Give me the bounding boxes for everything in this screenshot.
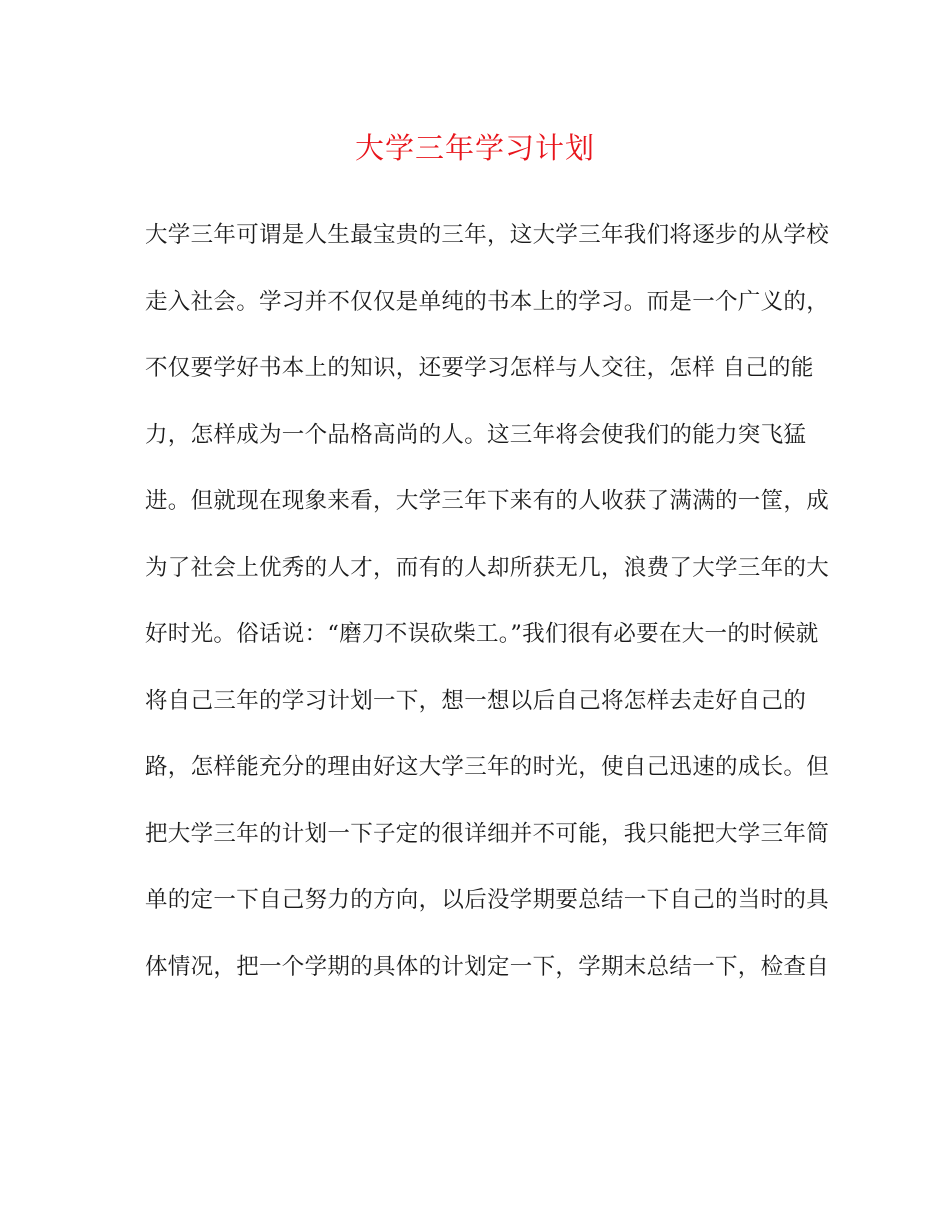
text-line: 走入社会。学习并不仅仅是单纯的书本上的学习。而是一个广义的， xyxy=(145,288,830,315)
body-paragraph xyxy=(145,212,830,1010)
text-line: 体情况，把一个学期的具体的计划定一下，学期末总结一下，检查自 xyxy=(145,953,830,980)
text-line: 进。但就现在现象来看，大学三年下来有的人收获了满满的一筐，成 xyxy=(145,488,830,514)
text-line: 将自己三年的学习计划一下，想一想以后自己将怎样去走好自己的 xyxy=(145,687,807,714)
text-line: 为了社会上优秀的人才，而有的人却所获无几，浪费了大学三年的大 xyxy=(145,554,830,581)
page-title: 大学三年学习计划 xyxy=(354,131,595,165)
text-line: 好时光。俗话说：“磨刀不误砍柴工。”我们很有必要在大一的时候就 xyxy=(145,621,819,647)
text-line: 不仅要学好书本上的知识，还要学习怎样与人交往，怎样 自己的能 xyxy=(145,355,814,381)
text-line: 单的定一下自己努力的方向，以后没学期要总结一下自己的当时的具 xyxy=(145,887,830,913)
text-line: 力，怎样成为一个品格高尚的人。这三年将会使我们的能力突飞猛 xyxy=(145,421,807,448)
text-line: 大学三年可谓是人生最宝贵的三年，这大学三年我们将逐步的从学校 xyxy=(145,222,830,248)
text-line: 路，怎样能充分的理由好这大学三年的时光，使自己迅速的成长。但 xyxy=(145,754,830,780)
text-line: 把大学三年的计划一下子定的很详细并不可能，我只能把大学三年简 xyxy=(145,820,830,847)
